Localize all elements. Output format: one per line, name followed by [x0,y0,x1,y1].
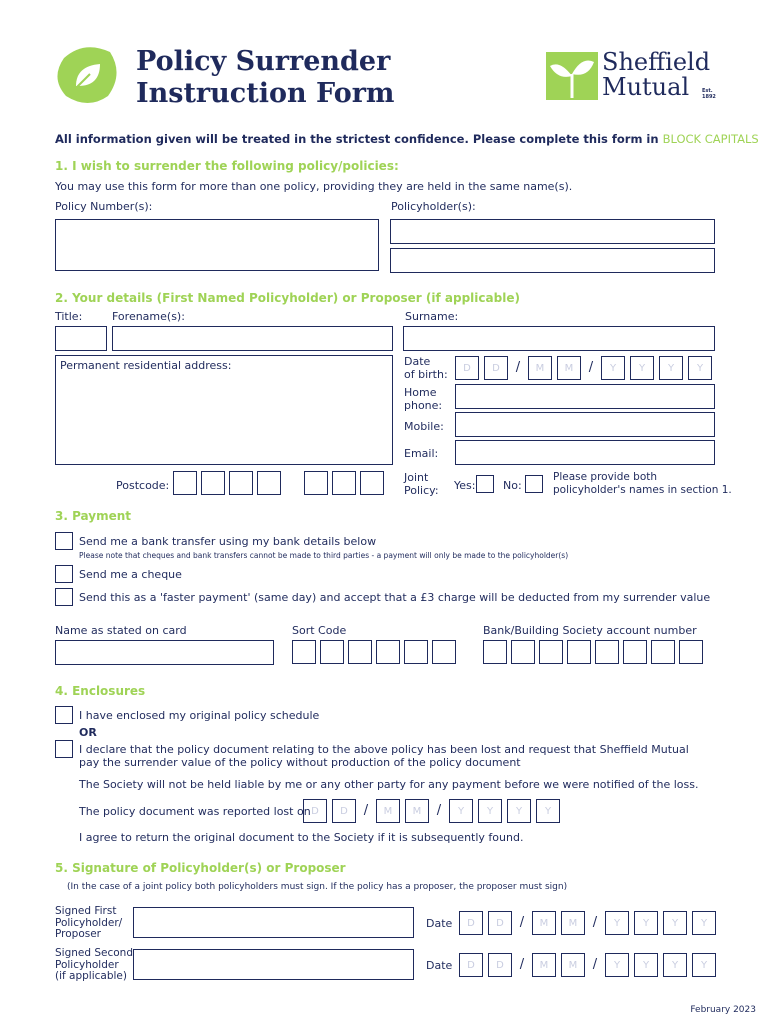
sig2-slash: / [519,957,525,972]
sig2-year-1[interactable]: Y [605,953,629,977]
mobile-field[interactable] [455,412,715,437]
signature-note: (In the case of a joint policy both policyholders must sign. If the policy has a proposer, the proposer must sign) [67,882,568,892]
sort-code-digit[interactable] [320,640,344,664]
sort-code-digit[interactable] [348,640,372,664]
joint-policy-label: Joint Policy: [404,471,439,497]
sig1-year-3[interactable]: Y [663,911,687,935]
dob-day-2[interactable]: D [484,356,508,380]
sort-code-digit[interactable] [376,640,400,664]
section-4-heading: 4. Enclosures [55,684,146,698]
account-digit[interactable] [539,640,563,664]
section-2-heading: 2. Your details (First Named Policyholder) or Proposer (if applicable) [55,291,520,305]
brand-logo [546,48,716,102]
reported-lost-label: The policy document was reported lost on [79,805,311,818]
original-enclosed-label: I have enclosed my original policy schedule [79,709,320,722]
first-date-label: Date [426,917,453,930]
lost-day-1[interactable]: D [303,799,327,823]
sig1-year-2[interactable]: Y [634,911,658,935]
brand-name-line1: Sheffield [602,48,711,76]
section-3-heading: 3. Payment [55,509,132,523]
reported-lost-date[interactable] [303,799,560,823]
policyholder-label: Policyholder(s): [391,200,476,213]
lost-month-2[interactable]: M [405,799,429,823]
dob-slash: / [515,360,521,375]
lost-day-2[interactable]: D [332,799,356,823]
postcode-char[interactable] [360,471,384,495]
brand-year: 1892 [702,94,716,100]
dob-slash: / [588,360,594,375]
postcode-char[interactable] [332,471,356,495]
title-label: Title: [55,310,83,323]
sig1-slash: / [592,915,598,930]
or-label: OR [79,726,97,739]
account-digit[interactable] [511,640,535,664]
liability-text: The Society will not be held liable by me or any other party for any payment before we were notified of the loss. [79,778,699,791]
second-signature-field[interactable] [133,949,414,980]
lost-year-3[interactable]: Y [507,799,531,823]
sort-code-digit[interactable] [432,640,456,664]
account-digit[interactable] [483,640,507,664]
sort-code-field[interactable] [292,640,456,664]
sig1-year-4[interactable]: Y [692,911,716,935]
lost-slash: / [436,803,442,818]
dob-year-1[interactable]: Y [601,356,625,380]
postcode-char[interactable] [201,471,225,495]
policyholder-field-1[interactable] [390,219,715,244]
intro-text: All information given will be treated in the strictest confidence. Please complete this form in BLOCK CAPITALS [55,132,759,146]
faster-payment-checkbox[interactable] [55,588,73,606]
section-1-note: You may use this form for more than one policy, providing they are held in the same name(s). [55,180,573,193]
dob-field[interactable] [455,356,712,380]
block-capitals: BLOCK CAPITALS [662,132,759,146]
forename-label: Forename(s): [112,310,185,323]
dob-month-1[interactable]: M [528,356,552,380]
sig1-month-2[interactable]: M [561,911,585,935]
account-digit[interactable] [679,640,703,664]
first-signature-date[interactable] [459,911,716,935]
lost-year-1[interactable]: Y [449,799,473,823]
sort-code-digit[interactable] [404,640,428,664]
sort-code-digit[interactable] [292,640,316,664]
dob-label: Date of birth: [404,355,448,381]
dob-month-2[interactable]: M [557,356,581,380]
bank-transfer-checkbox[interactable] [55,532,73,550]
sort-code-label: Sort Code [292,624,347,637]
joint-note: Please provide both policyholder's names in section 1. [553,471,732,496]
account-number-field[interactable] [483,640,703,664]
account-digit[interactable] [651,640,675,664]
cheque-checkbox[interactable] [55,565,73,583]
dob-year-2[interactable]: Y [630,356,654,380]
policy-number-label: Policy Number(s): [55,200,153,213]
lost-month-1[interactable]: M [376,799,400,823]
joint-yes-checkbox[interactable] [476,475,494,493]
declare-line-2: pay the surrender value of the policy without production of the policy document [79,756,521,769]
joint-no-checkbox[interactable] [525,475,543,493]
name-on-card-field[interactable] [55,640,274,665]
lost-year-4[interactable]: Y [536,799,560,823]
account-digit[interactable] [623,640,647,664]
bank-transfer-note: Please note that cheques and bank transfers cannot be made to third parties - a payment will only be made to the policyholder(s) [79,551,569,560]
dob-day-1[interactable]: D [455,356,479,380]
faster-payment-label: Send this as a 'faster payment' (same day) and accept that a £3 charge will be deducted from my surrender value [79,591,711,604]
document-lost-checkbox[interactable] [55,740,73,758]
brand-est: Est. [702,88,713,94]
surname-field[interactable] [403,326,715,351]
account-digit[interactable] [595,640,619,664]
email-label: Email: [404,447,439,460]
postcode-char[interactable] [173,471,197,495]
sig2-year-3[interactable]: Y [663,953,687,977]
dob-year-4[interactable]: Y [688,356,712,380]
sig1-day-1[interactable]: D [459,911,483,935]
sprout-logo-icon [546,52,598,100]
postcode-label: Postcode: [116,479,170,492]
original-enclosed-checkbox[interactable] [55,706,73,724]
home-phone-field[interactable] [455,384,715,409]
postcode-field[interactable] [173,471,384,495]
sig2-year-4[interactable]: Y [692,953,716,977]
sig1-day-2[interactable]: D [488,911,512,935]
sig2-slash: / [592,957,598,972]
postcode-char[interactable] [304,471,328,495]
postcode-char[interactable] [257,471,281,495]
lost-year-2[interactable]: Y [478,799,502,823]
policyholder-field-2[interactable] [390,248,715,273]
joint-no-label: No: [503,479,522,492]
email-field[interactable] [455,440,715,465]
section-5-heading: 5. Signature of Policyholder(s) or Proposer [55,861,346,875]
sig1-month-1[interactable]: M [532,911,556,935]
account-number-label: Bank/Building Society account number [483,624,697,637]
first-signature-field[interactable] [133,907,414,938]
sig2-day-1[interactable]: D [459,953,483,977]
first-signature-label: Signed First Policyholder/ Proposer [55,905,123,940]
declare-line-1: I declare that the policy document relating to the above policy has been lost and request that Sheffield Mutual [79,743,689,756]
footer-date: February 2023 [690,1005,756,1015]
account-digit[interactable] [567,640,591,664]
second-date-label: Date [426,959,453,972]
cheque-label: Send me a cheque [79,568,182,581]
joint-yes-label: Yes: [454,479,476,492]
dob-year-3[interactable]: Y [659,356,683,380]
brand-name-line2: Mutual [602,73,690,101]
leaf-badge [54,44,120,106]
title-field[interactable] [55,326,107,351]
forename-field[interactable] [112,326,393,351]
second-signature-label: Signed Second Policyholder (if applicable) [55,947,134,982]
second-signature-date[interactable] [459,953,716,977]
sig1-year-1[interactable]: Y [605,911,629,935]
name-on-card-label: Name as stated on card [55,624,187,637]
sig2-year-2[interactable]: Y [634,953,658,977]
sig1-slash: / [519,915,525,930]
sig2-month-1[interactable]: M [532,953,556,977]
surname-label: Surname: [405,310,459,323]
agree-text: I agree to return the original document to the Society if it is subsequently found. [79,831,524,844]
bank-transfer-label: Send me a bank transfer using my bank details below [79,535,377,548]
section-1-heading: 1. I wish to surrender the following policy/policies: [55,159,399,173]
page-title: Policy Surrender Instruction Form [136,46,395,109]
sig2-day-2[interactable]: D [488,953,512,977]
home-phone-label: Home phone: [404,386,443,412]
sig2-month-2[interactable]: M [561,953,585,977]
address-label: Permanent residential address: [60,359,232,372]
postcode-char[interactable] [229,471,253,495]
mobile-label: Mobile: [404,420,444,433]
policy-number-field[interactable] [55,219,379,271]
lost-slash: / [363,803,369,818]
